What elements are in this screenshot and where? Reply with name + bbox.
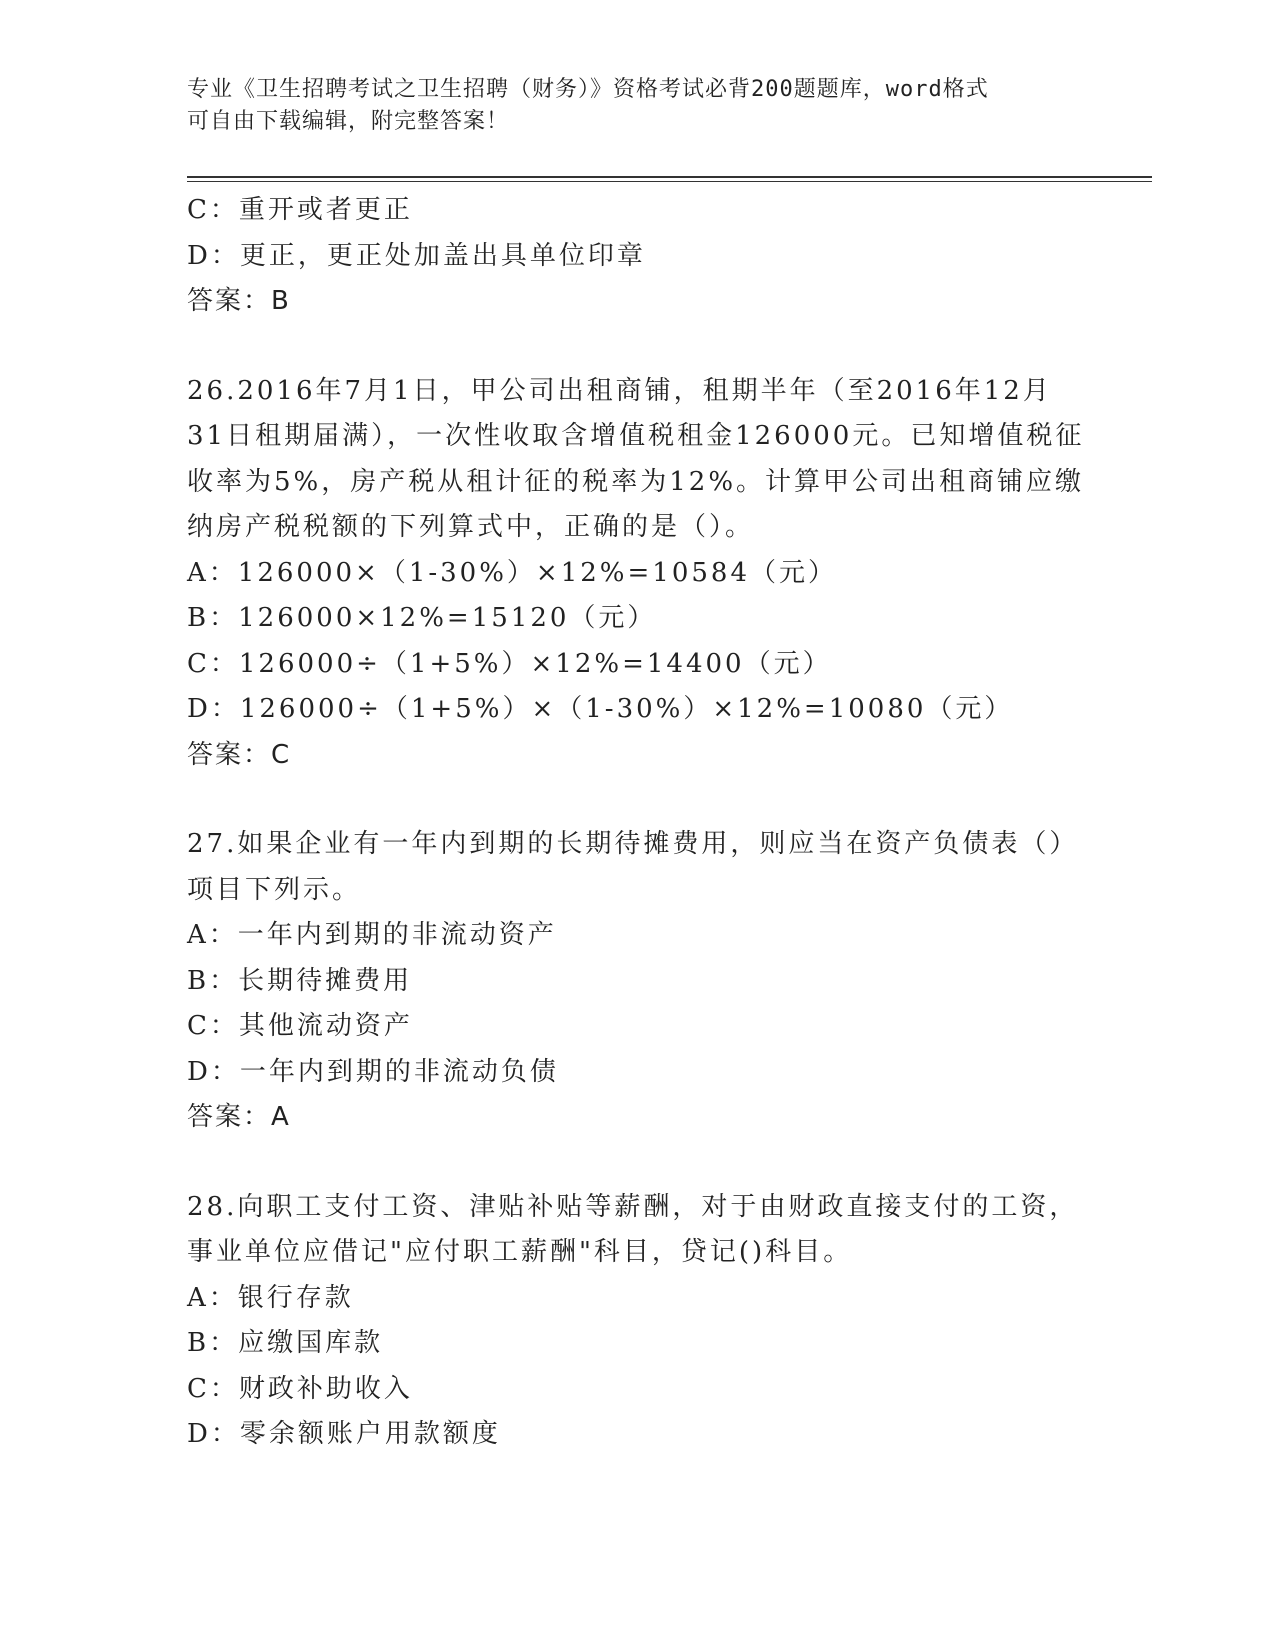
option-d: D：一年内到期的非流动负债 <box>187 1056 559 1087</box>
question-stem-line: 事业单位应借记"应付职工薪酬"科目，贷记()科目。 <box>187 1237 853 1267</box>
option-d: D：更正，更正处加盖出具单位印章 <box>187 240 646 271</box>
option-c: C：财政补助收入 <box>187 1373 413 1404</box>
option-b: B：长期待摊费用 <box>187 965 413 996</box>
question-stem-line: 26.2016年7月1日，甲公司出租商铺，租期半年（至2016年12月 <box>187 375 1052 406</box>
option-a: A：126000×（1-30%）×12%=10584（元） <box>187 557 837 588</box>
question-26 <box>187 369 1127 779</box>
header-divider-thin <box>187 181 1152 182</box>
question-28 <box>187 1185 1127 1458</box>
answer-label: 答案：B <box>187 286 291 316</box>
header-title-line-1: 专业《卫生招聘考试之卫生招聘（财务）》资格考试必背200题题库，word格式 <box>187 77 989 102</box>
question-25-continued <box>187 188 1127 325</box>
answer-label: 答案：C <box>187 739 292 770</box>
option-d: D：零余额账户用款额度 <box>187 1419 501 1449</box>
answer-label: 答案：A <box>187 1102 291 1132</box>
document-header <box>187 74 1087 138</box>
option-d: D：126000÷（1+5%）×（1-30%）×12%=10080（元） <box>187 694 1014 724</box>
question-stem-line: 收率为5%，房产税从租计征的税率为12%。计算甲公司出租商铺应缴 <box>187 466 1085 497</box>
question-stem-line: 纳房产税税额的下列算式中，正确的是（）。 <box>187 512 755 542</box>
question-27 <box>187 822 1127 1141</box>
option-c: C：重开或者更正 <box>187 195 413 225</box>
header-title-line-2: 可自由下载编辑，附完整答案！ <box>187 109 510 134</box>
question-stem-line: 28.向职工支付工资、津贴补贴等薪酬，对于由财政直接支付的工资， <box>187 1191 1079 1222</box>
header-divider-thick <box>187 176 1152 178</box>
question-list <box>187 188 1127 1458</box>
option-c: C：其他流动资产 <box>187 1011 413 1041</box>
option-a: A：一年内到期的非流动资产 <box>187 920 557 950</box>
option-b: B：应缴国库款 <box>187 1328 384 1358</box>
question-stem-line: 27.如果企业有一年内到期的长期待摊费用，则应当在资产负债表（） <box>187 829 1079 859</box>
option-a: A：银行存款 <box>187 1282 354 1313</box>
question-stem-line: 项目下列示。 <box>187 874 362 905</box>
option-c: C：126000÷（1+5%）×12%=14400（元） <box>187 648 832 679</box>
option-b: B：126000×12%=15120（元） <box>187 603 657 633</box>
question-stem-line: 31日租期届满），一次性收取含增值税租金126000元。已知增值税征 <box>187 421 1085 451</box>
